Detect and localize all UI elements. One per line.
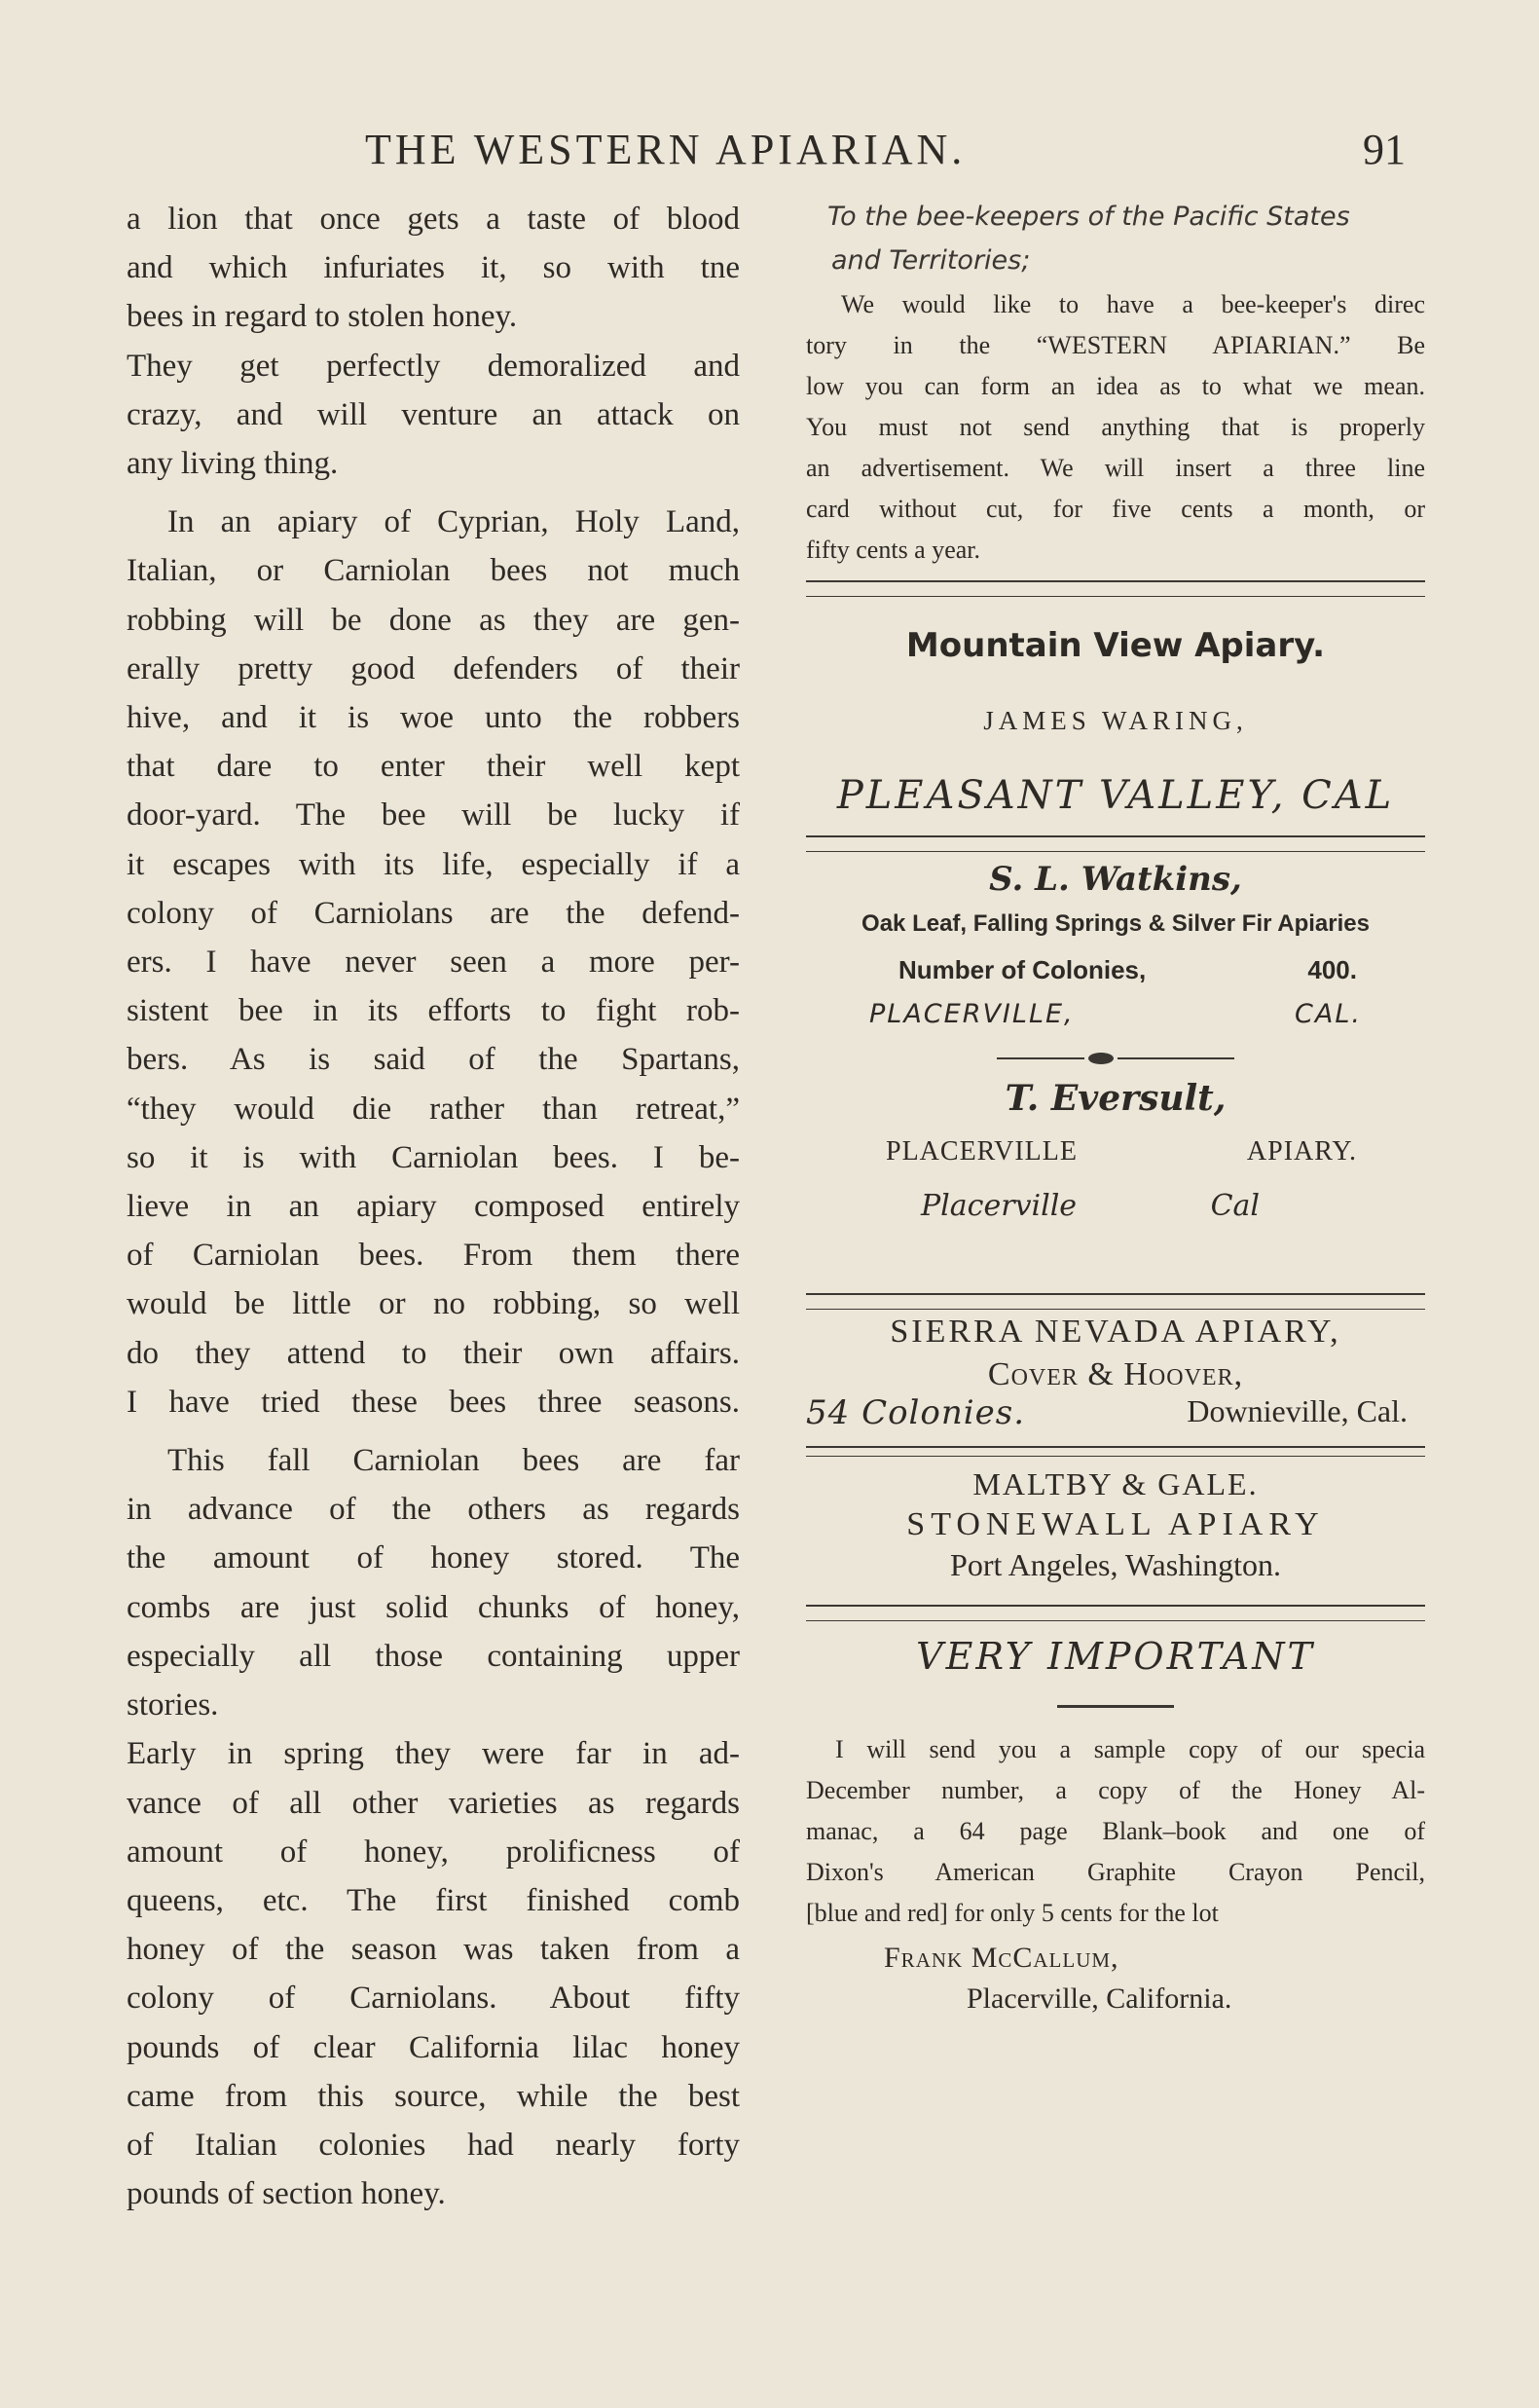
card-city: PLACERVILLE [886, 1136, 1078, 1167]
notice-line: [blue and red] for only 5 cents for the lot [806, 1899, 1219, 1927]
card-colonies-row [806, 955, 1425, 985]
notice-line: December number, a copy of the Honey Al- [806, 1776, 1425, 1804]
card-apiaries: Oak Leaf, Falling Springs & Silver Fir Apiaries [861, 910, 1370, 937]
notice-signer: Frank McCallum, [884, 1942, 1119, 1974]
divider [806, 580, 1425, 582]
body-line: do they attend to their own affairs. [127, 1335, 740, 1371]
body-line: colony of Carniolans are the defend- [127, 895, 740, 931]
body-line: door-yard. The bee will be lucky if [127, 797, 740, 834]
intro-line: We would like to have a bee-keeper's direc [841, 290, 1425, 318]
body-line: robbing will be done as they are gen- [127, 602, 740, 638]
notice-very-important [806, 1635, 1425, 2016]
body-line: stories. [127, 1687, 219, 1723]
body-line: “they would die rather than retreat,” [127, 1091, 740, 1127]
body-line: They get perfectly demoralized and [127, 348, 740, 384]
body-line: colony of Carniolans. About fifty [127, 1981, 740, 2017]
body-line: combs are just solid chunks of honey, [127, 1589, 740, 1625]
body-line: erally pretty good defenders of their [127, 650, 740, 686]
card-sierra-nevada [806, 1314, 1425, 1432]
card-script-row [806, 1189, 1425, 1223]
body-line: crazy, and will venture an attack on [127, 396, 740, 432]
card-name: STONEWALL APIARY [906, 1506, 1325, 1542]
body-line: In an apiary of Cyprian, Holy Land, [167, 504, 740, 540]
directory-intro [806, 284, 1425, 571]
card-owners: MALTBY & GALE. [972, 1466, 1259, 1501]
body-line: came from this source, while the best [127, 2078, 740, 2114]
intro-line: You must not send anything that is properly [806, 413, 1425, 441]
body-line: lieve in an apiary composed entirely [127, 1189, 740, 1225]
intro-line: low you can form an idea as to what we mean. [806, 372, 1425, 400]
card-place: PLEASANT VALLEY, CAL [836, 773, 1395, 818]
body-line: bees in regard to stolen honey. [127, 299, 518, 335]
body-line: a lion that once gets a taste of blood [127, 202, 740, 237]
card-owner: S. L. Watkins, [989, 860, 1242, 899]
body-line: This fall Carniolan bees are far [167, 1443, 740, 1479]
card-location-row [806, 999, 1425, 1029]
card-watkins [806, 860, 1425, 1029]
card-place: Downieville, Cal. [1187, 1393, 1408, 1428]
notice-line: manac, a 64 page Blank–book and one of [806, 1817, 1425, 1845]
body-line: in advance of the others as regards [127, 1492, 740, 1528]
card-script-state: Cal [1210, 1189, 1260, 1223]
body-line: that dare to enter their well kept [127, 749, 740, 785]
notice-heading: VERY IMPORTANT [916, 1635, 1315, 1678]
ornament-divider [806, 1053, 1425, 1064]
divider [806, 1456, 1425, 1457]
card-name: SIERRA NEVADA APIARY, [890, 1314, 1341, 1350]
body-line: pounds of clear California lilac honey [127, 2029, 740, 2065]
divider [806, 835, 1425, 837]
divider [806, 1620, 1425, 1621]
card-city: PLACERVILLE, [869, 999, 1075, 1029]
colonies-label: Number of Colonies, [898, 955, 1147, 984]
card-eversult [806, 1078, 1425, 1223]
short-divider [1057, 1705, 1174, 1708]
body-line: Early in spring they were far in ad- [127, 1736, 740, 1772]
notice-line: I will send you a sample copy of our specia [835, 1735, 1425, 1763]
card-owners: Cover & Hoover, [987, 1356, 1244, 1392]
intro-line: an advertisement. We will insert a three line [806, 454, 1425, 482]
body-line: vance of all other varieties as regards [127, 1785, 740, 1821]
body-line: so it is with Carniolan bees. I be- [127, 1139, 740, 1175]
body-line: pounds of section honey. [127, 2176, 446, 2212]
card-place: Port Angeles, Washington. [950, 1547, 1281, 1582]
card-name: Mountain View Apiary. [905, 626, 1326, 665]
card-owner: JAMES WARING, [983, 706, 1248, 735]
body-line: Italian, or Carniolan bees not much [127, 553, 740, 589]
notice-signer-place: Placerville, California. [967, 1982, 1232, 2015]
left-column [127, 195, 740, 2218]
card-stonewall [806, 1466, 1425, 1583]
card-colonies: 54 Colonies. [806, 1393, 1026, 1432]
card-state: CAL. [1295, 999, 1362, 1029]
directory-address-line: and Territories; [831, 245, 1031, 276]
card-apiary: APIARY. [1246, 1136, 1357, 1167]
body-line: honey of the season was taken from a [127, 1932, 740, 1968]
body-line: bers. As is said of the Spartans, [127, 1042, 740, 1078]
running-head: THE WESTERN APIARIAN. [365, 126, 967, 173]
body-line: it escapes with its life, especially if a [127, 846, 740, 882]
body-line: ers. I have never seen a more per- [127, 945, 740, 981]
divider [806, 1309, 1425, 1310]
directory-address-line: To the bee-keepers of the Pacific States [827, 202, 1350, 232]
body-line: any living thing. [127, 446, 339, 482]
intro-line: fifty cents a year. [806, 536, 981, 564]
divider [806, 1293, 1425, 1295]
card-mountain-view [806, 626, 1425, 818]
intro-line: tory in the “WESTERN APIARIAN.” Be [806, 331, 1425, 359]
card-owner: T. Eversult, [1005, 1078, 1227, 1119]
body-line: of Italian colonies had nearly forty [127, 2127, 740, 2163]
divider [806, 596, 1425, 597]
body-line: the amount of honey stored. The [127, 1540, 740, 1576]
colonies-value: 400. [1307, 955, 1357, 984]
directory-address [827, 195, 1425, 282]
card-location-row [806, 1393, 1425, 1432]
body-line: would be little or no robbing, so well [127, 1286, 740, 1322]
divider [806, 1446, 1425, 1448]
body-line: of Carniolan bees. From them there [127, 1238, 740, 1274]
notice-line: Dixon's American Graphite Crayon Pencil, [806, 1858, 1425, 1886]
card-script-city: Placerville [921, 1189, 1078, 1223]
body-line: I have tried these bees three seasons. [127, 1384, 740, 1420]
card-location-row [806, 1136, 1425, 1167]
notice-body [806, 1729, 1425, 1934]
page-number: 91 [1363, 126, 1406, 173]
body-line: hive, and it is woe unto the robbers [127, 700, 740, 736]
ornament-icon [1088, 1053, 1114, 1064]
body-line: and which infuriates it, so with tne [127, 250, 740, 286]
body-line: especially all those containing upper [127, 1638, 740, 1674]
divider [806, 851, 1425, 852]
intro-line: card without cut, for five cents a month, or [806, 495, 1425, 523]
body-line: sistent bee in its efforts to fight rob- [127, 993, 740, 1029]
right-column [806, 195, 1425, 2016]
divider [806, 1605, 1425, 1607]
body-line: queens, etc. The first finished comb [127, 1882, 740, 1918]
body-line: amount of honey, prolificness of [127, 1834, 740, 1870]
